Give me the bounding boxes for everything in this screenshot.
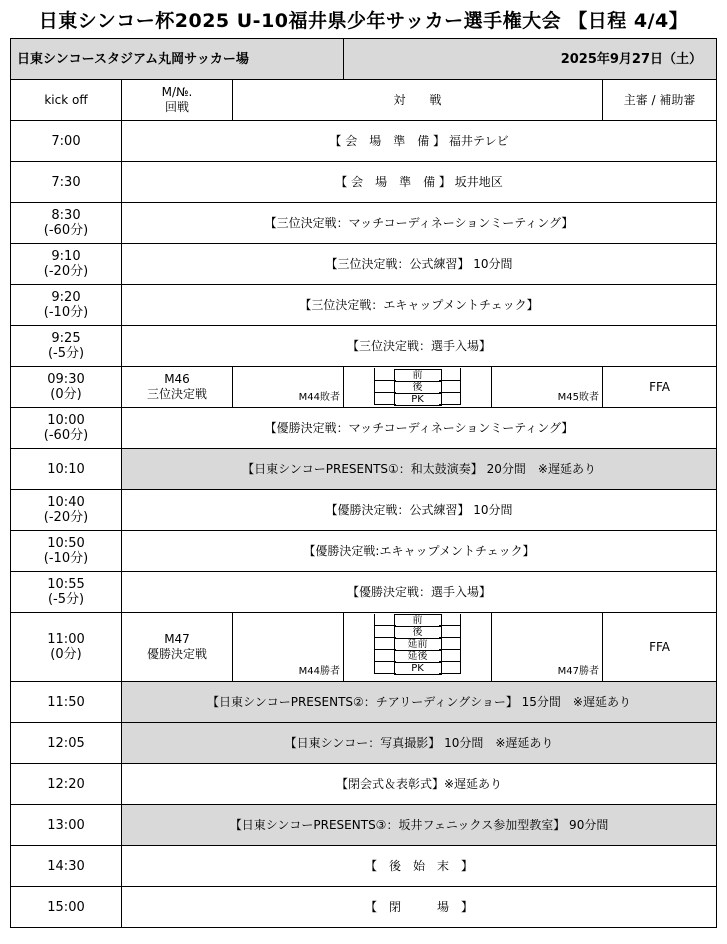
schedule-row	[11, 121, 717, 162]
match-number: M46	[164, 372, 190, 386]
kickoff-cell	[11, 367, 122, 408]
time-offset: (-5分)	[47, 592, 85, 607]
kickoff-time: 8:30	[51, 208, 81, 223]
event-cell: 【 閉 場 】	[122, 887, 717, 928]
schedule-row	[11, 887, 717, 928]
referee-cell: FFA	[603, 613, 717, 682]
event-cell: 【日東シンコーPRESENTS②：チアリーディングショー】 15分間 ※遅延あり	[122, 682, 717, 723]
time-offset: (-60分)	[43, 223, 89, 238]
event-cell: 【 会 場 準 備 】 福井テレビ	[122, 121, 717, 162]
match-row	[11, 367, 717, 408]
score-cell	[344, 613, 492, 682]
event-cell: 【三位決定戦：選手入場】	[122, 326, 717, 367]
event-cell: 【三位決定戦：エキャップメントチェック】	[122, 285, 717, 326]
schedule-row	[11, 244, 717, 285]
score-line-right	[439, 673, 461, 674]
match-number: M47	[164, 632, 190, 646]
schedule-row	[11, 682, 717, 723]
score-bracket-right	[460, 368, 461, 404]
score-bracket-left	[374, 368, 375, 404]
event-cell: 【優勝決定戦：マッチコーディネーションミーティング】	[122, 408, 717, 449]
period-label: 前	[394, 614, 442, 627]
time-offset: (-20分)	[43, 264, 89, 279]
home-team-cell	[233, 367, 344, 408]
kickoff-time: 10:10	[47, 461, 85, 477]
schedule-table	[10, 38, 717, 928]
kickoff-cell	[11, 805, 122, 846]
kickoff-time: 12:20	[47, 776, 85, 792]
home-team-label: M44敗者	[298, 392, 341, 403]
venue-name: 日東シンコースタジアム丸岡サッカー場	[11, 39, 344, 80]
kickoff-cell	[11, 490, 122, 531]
kickoff-time: 9:25	[51, 331, 81, 346]
kickoff-cell	[11, 572, 122, 613]
schedule-row	[11, 846, 717, 887]
kickoff-cell	[11, 449, 122, 490]
match-cell	[122, 367, 233, 408]
kickoff-time: 7:00	[51, 133, 81, 149]
kickoff-cell	[11, 764, 122, 805]
header-kickoff: kick off	[11, 80, 122, 121]
away-team-cell	[492, 367, 603, 408]
kickoff-time: 13:00	[47, 817, 85, 833]
score-line-left	[374, 673, 396, 674]
kickoff-cell	[11, 846, 122, 887]
event-cell: 【日東シンコーPRESENTS③：坂井フェニックス参加型教室】 90分間	[122, 805, 717, 846]
score-line-right	[439, 404, 461, 405]
kickoff-time: 14:30	[47, 858, 85, 874]
kickoff-cell	[11, 285, 122, 326]
schedule-row	[11, 531, 717, 572]
kickoff-cell	[11, 887, 122, 928]
away-team-label: M45敗者	[557, 392, 600, 403]
event-cell: 【日東シンコー：写真撮影】 10分間 ※遅延あり	[122, 723, 717, 764]
schedule-row	[11, 723, 717, 764]
kickoff-cell	[11, 723, 122, 764]
score-line-left	[374, 404, 396, 405]
schedule-row	[11, 408, 717, 449]
match-round: 優勝決定戦	[146, 647, 207, 661]
header-round: 回戦	[164, 100, 189, 114]
away-team-cell	[492, 613, 603, 682]
event-date: 2025年9月27日（土）	[344, 39, 717, 80]
period-label: 延後	[394, 650, 442, 663]
schedule-row	[11, 572, 717, 613]
time-offset: (-5分)	[47, 346, 85, 361]
kickoff-time: 9:10	[51, 249, 81, 264]
score-line-right	[439, 625, 461, 626]
kickoff-cell	[11, 121, 122, 162]
score-line-right	[439, 380, 461, 381]
event-cell: 【日東シンコーPRESENTS①：和太鼓演奏】 20分間 ※遅延あり	[122, 449, 717, 490]
period-label: 延前	[394, 638, 442, 651]
event-cell: 【優勝決定戦：選手入場】	[122, 572, 717, 613]
away-team-label: M47勝者	[557, 666, 600, 677]
kickoff-time: 11:00	[47, 632, 85, 647]
header-match	[122, 80, 233, 121]
kickoff-time: 15:00	[47, 899, 85, 915]
period-label: 後	[394, 626, 442, 639]
schedule-row	[11, 326, 717, 367]
kickoff-cell	[11, 326, 122, 367]
period-label: PK	[394, 662, 442, 675]
kickoff-time: 10:40	[47, 495, 85, 510]
kickoff-time: 10:55	[47, 577, 85, 592]
score-bracket-right	[460, 614, 461, 674]
header-versus: 対 戦	[233, 80, 603, 121]
schedule-row	[11, 449, 717, 490]
kickoff-time: 7:30	[51, 174, 81, 190]
period-label: PK	[394, 393, 442, 406]
event-cell: 【閉会式＆表彰式】※遅延あり	[122, 764, 717, 805]
header-match-no: M/№.	[161, 85, 193, 99]
kickoff-cell	[11, 531, 122, 572]
event-cell: 【 会 場 準 備 】 坂井地区	[122, 162, 717, 203]
score-line-right	[439, 392, 461, 393]
score-line-right	[439, 637, 461, 638]
kickoff-time: 10:50	[47, 536, 85, 551]
kickoff-time: 10:00	[47, 413, 85, 428]
kickoff-time: 9:20	[51, 290, 81, 305]
kickoff-cell	[11, 203, 122, 244]
kickoff-cell	[11, 244, 122, 285]
time-offset: (0分)	[50, 387, 82, 402]
event-cell: 【三位決定戦：公式練習】 10分間	[122, 244, 717, 285]
event-cell: 【三位決定戦：マッチコーディネーションミーティング】	[122, 203, 717, 244]
time-offset: (-60分)	[43, 428, 89, 443]
score-cell	[344, 367, 492, 408]
schedule-row	[11, 764, 717, 805]
venue-row	[11, 39, 717, 80]
time-offset: (-20分)	[43, 510, 89, 525]
kickoff-cell	[11, 613, 122, 682]
referee-cell: FFA	[603, 367, 717, 408]
kickoff-time: 11:50	[47, 694, 85, 710]
schedule-row	[11, 203, 717, 244]
schedule-row	[11, 805, 717, 846]
period-label: 前	[394, 369, 442, 382]
time-offset: (-10分)	[43, 551, 89, 566]
home-team-label: M44勝者	[298, 666, 341, 677]
score-line-right	[439, 661, 461, 662]
header-referee: 主審 / 補助審	[603, 80, 717, 121]
schedule-row	[11, 490, 717, 531]
event-cell: 【優勝決定戦:エキャップメントチェック】	[122, 531, 717, 572]
kickoff-cell	[11, 162, 122, 203]
schedule-row	[11, 162, 717, 203]
schedule-row	[11, 285, 717, 326]
time-offset: (0分)	[50, 647, 82, 662]
event-cell: 【 後 始 末 】	[122, 846, 717, 887]
event-cell: 【優勝決定戦：公式練習】 10分間	[122, 490, 717, 531]
time-offset: (-10分)	[43, 305, 89, 320]
match-cell	[122, 613, 233, 682]
page-title: 日東シンコー杯2025 U-10福井県少年サッカー選手権大会 【日程 4/4】	[38, 10, 689, 32]
score-bracket-left	[374, 614, 375, 674]
match-round: 三位決定戦	[146, 387, 207, 401]
score-line-right	[439, 649, 461, 650]
kickoff-time: 09:30	[47, 372, 85, 387]
header-row	[11, 80, 717, 121]
period-label: 後	[394, 381, 442, 394]
match-row	[11, 613, 717, 682]
kickoff-cell	[11, 682, 122, 723]
kickoff-cell	[11, 408, 122, 449]
home-team-cell	[233, 613, 344, 682]
kickoff-time: 12:05	[47, 735, 85, 751]
